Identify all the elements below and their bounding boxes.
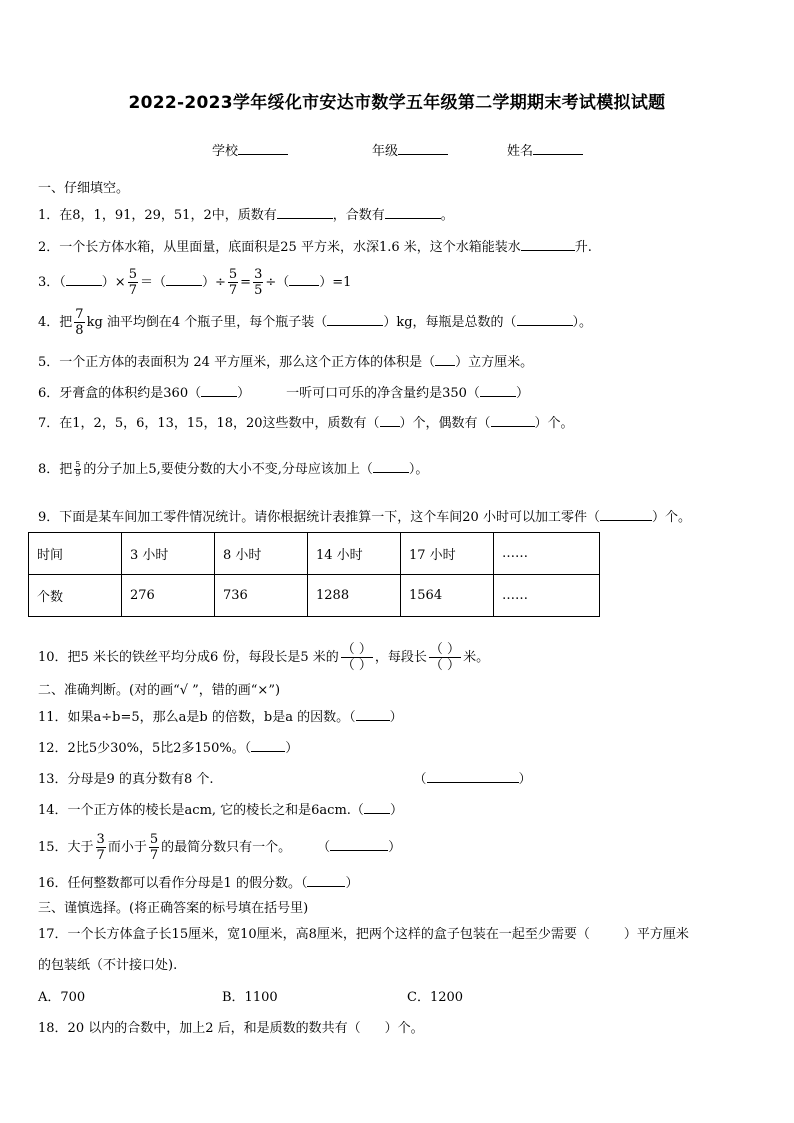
question-3 <box>38 266 351 300</box>
q15-text-d: （ <box>317 840 331 855</box>
q12-text-b: ） <box>285 741 299 756</box>
q16-text-b: ） <box>345 876 359 891</box>
q8-fraction <box>74 461 81 478</box>
q12-blank[interactable] <box>251 739 285 752</box>
q8-blank[interactable] <box>373 460 409 473</box>
q17-option-a[interactable]: A．700 <box>38 990 86 1005</box>
q4-fraction <box>74 307 84 338</box>
question-5 <box>38 353 533 372</box>
grade-blank[interactable] <box>398 142 448 155</box>
q5-blank[interactable] <box>435 353 455 366</box>
table-row <box>29 533 600 575</box>
table-cell: 时间 <box>29 533 122 575</box>
question-6 <box>38 384 529 403</box>
section-2-heading: 二、准确判断。(对的画“√ ”，错的画“×”) <box>38 683 281 698</box>
question-17-continued: 的包装纸（不计接口处). <box>38 958 178 973</box>
q8-text-c: ）。 <box>408 462 429 477</box>
q18-text-a: 18．20 以内的合数中，加上2 后，和是质数的数共有（ <box>38 1021 361 1036</box>
q6-blank-1[interactable] <box>201 384 237 397</box>
q3-fraction-3-num: 3 <box>254 267 263 282</box>
school-field <box>212 140 288 159</box>
table-cell: 14 小时 <box>308 533 401 575</box>
q15-fraction-1-num: 3 <box>96 832 105 847</box>
q10-fraction-1-den: （ ） <box>341 658 372 673</box>
q10-fraction-2 <box>429 642 461 673</box>
q2-blank[interactable] <box>521 238 575 251</box>
q3-fraction-1-den: 7 <box>128 283 137 298</box>
q6-text-a: 6．牙膏盒的体积约是360（ <box>38 386 202 401</box>
q17-text-b: ）平方厘米 <box>623 927 689 942</box>
q4-fraction-den: 8 <box>75 323 84 338</box>
q8-fraction-den: 9 <box>75 469 81 478</box>
q4-blank-2[interactable] <box>517 313 573 326</box>
q9-blank[interactable] <box>600 508 652 521</box>
q4-blank-1[interactable] <box>327 313 383 326</box>
q15-text-e: ） <box>388 840 402 855</box>
q15-fraction-2-den: 7 <box>149 848 159 863</box>
question-15 <box>38 830 401 866</box>
q1-text-c: 。 <box>440 208 454 223</box>
q10-fraction-2-den: （ ） <box>429 658 461 673</box>
table-cell: 736 <box>215 575 308 617</box>
q1-text-a: 1．在8，1，91，29，51，2中，质数有 <box>38 208 277 223</box>
table-cell: 8 小时 <box>215 533 308 575</box>
table-cell: …… <box>494 575 600 617</box>
question-14 <box>38 801 403 820</box>
table-cell: 276 <box>122 575 215 617</box>
question-13 <box>38 770 532 789</box>
q3-blank-2[interactable] <box>166 273 202 286</box>
q3-fraction-2-den: 7 <box>228 283 238 298</box>
q13-text-a: 13．分母是9 的真分数有8 个. <box>38 772 214 787</box>
question-2 <box>38 238 592 257</box>
q17-text-a: 17．一个长方体盒子长15厘米，宽10厘米，高8厘米，把两个这样的盒子包装在一起至少需要（ <box>38 927 590 942</box>
q8-text-b: 的分子加上5,要使分数的大小不变,分母应该加上（ <box>83 462 373 477</box>
q7-blank-2[interactable] <box>491 414 535 427</box>
q3-blank-3[interactable] <box>289 273 319 286</box>
q14-text-b: ） <box>389 803 403 818</box>
name-blank[interactable] <box>533 142 583 155</box>
q14-blank[interactable] <box>364 801 390 814</box>
q3-fraction-2 <box>228 267 238 298</box>
q13-text-b: （ <box>413 772 427 787</box>
q10-fraction-1 <box>341 642 373 673</box>
school-blank[interactable] <box>238 142 288 155</box>
name-field <box>507 140 583 159</box>
q13-blank[interactable] <box>427 770 519 783</box>
q11-text-b: ） <box>389 710 403 725</box>
q17-option-b[interactable]: B．1100 <box>222 990 278 1005</box>
q11-blank[interactable] <box>356 708 390 721</box>
q4-fraction-num: 7 <box>75 307 84 322</box>
section-1-heading: 一、仔细填空。 <box>38 181 130 196</box>
table-cell: 17 小时 <box>401 533 494 575</box>
question-7 <box>38 414 574 433</box>
q16-text-a: 16．任何整数都可以看作分母是1 的假分数。（ <box>38 876 308 891</box>
q15-blank[interactable] <box>330 838 388 851</box>
q10-fraction-1-num: （ ） <box>341 642 372 657</box>
exam-title: 2022-2023学年绥化市安达市数学五年级第二学期期末考试模拟试题 <box>128 93 666 113</box>
section-3-heading: 三、谨慎选择。(将正确答案的标号填在括号里) <box>38 901 309 916</box>
q11-text-a: 11．如果a÷b=5，那么a是b 的倍数，b是a 的因数。（ <box>38 710 356 725</box>
q3-text-c: ＝（ <box>139 275 166 290</box>
q10-fraction-2-num: （ ） <box>429 642 461 657</box>
q6-text-c: 一听可口可乐的净含量约是350（ <box>286 386 480 401</box>
q2-text-b: 升. <box>574 240 592 255</box>
q1-text-b: ，合数有 <box>332 208 385 223</box>
q15-text-c: 的最简分数只有一个。 <box>161 840 292 855</box>
question-16 <box>38 874 358 893</box>
question-18 <box>38 1020 424 1038</box>
q5-text-a: 5．一个正方体的表面积为 24 平方厘米，那么这个正方体的体积是（ <box>38 355 436 370</box>
q9-text-end: ）个。 <box>651 510 691 525</box>
question-11 <box>38 708 403 727</box>
q15-text-b: 而小于 <box>107 840 147 855</box>
q15-fraction-1-den: 7 <box>96 848 105 863</box>
q3-text-f: ÷（ <box>265 275 290 290</box>
name-label: 姓名 <box>507 144 534 159</box>
q3-text-g: ）=1 <box>319 275 352 290</box>
q10-text-b: ，每段长 <box>374 650 427 665</box>
q18-text-b: ）个。 <box>384 1021 424 1036</box>
q14-text-a: 14．一个正方体的棱长是acm, 它的棱长之和是6acm.（ <box>38 803 364 818</box>
grade-field <box>372 140 448 159</box>
q5-text-b: ）立方厘米。 <box>455 355 534 370</box>
q9-text: 9．下面是某车间加工零件情况统计。请你根据统计表推算一下，这个车间20 小时可以加工零件（ <box>38 510 600 525</box>
q3-text-b: ）× <box>101 275 126 290</box>
table-cell: 1288 <box>308 575 401 617</box>
q7-text-a: 7．在1，2，5，6，13，15，18，20这些数中，质数有（ <box>38 416 380 431</box>
question-10 <box>38 640 489 676</box>
table-cell: …… <box>494 533 600 575</box>
q6-text-b: ） <box>237 386 251 401</box>
q3-fraction-1 <box>128 267 138 298</box>
grade-label: 年级 <box>372 144 399 159</box>
q4-text-a: 4．把 <box>38 315 73 330</box>
table-cell: 3 小时 <box>122 533 215 575</box>
q4-text-c: ）kg，每瓶是总数的（ <box>383 315 517 330</box>
q8-text-a: 8．把 <box>38 462 73 477</box>
q3-fraction-1-num: 5 <box>128 267 137 282</box>
question-12 <box>38 739 298 758</box>
q7-text-c: ）个。 <box>534 416 574 431</box>
table-cell: 个数 <box>29 575 122 617</box>
q7-blank-1[interactable] <box>380 414 400 427</box>
q3-text-e: = <box>240 275 252 290</box>
q12-text-a: 12．2比5少30%，5比2多150%。（ <box>38 741 252 756</box>
q15-fraction-2-num: 5 <box>149 832 159 847</box>
q17-option-c[interactable]: C．1200 <box>407 990 464 1005</box>
question-4 <box>38 306 592 340</box>
q10-text-a: 10．把5 米长的铁丝平均分成6 份，每段长是5 米的 <box>38 650 339 665</box>
table-row <box>29 575 600 617</box>
school-label: 学校 <box>212 144 239 159</box>
q1-blank-2[interactable] <box>385 206 441 219</box>
q8-fraction-num: 5 <box>75 460 81 469</box>
q10-text-c: 米。 <box>463 650 490 665</box>
question-17 <box>38 926 689 944</box>
q3-text-d: ）÷ <box>201 275 226 290</box>
q3-text-a: 3．（ <box>38 275 66 290</box>
q15-fraction-1 <box>96 832 106 863</box>
q3-blank-1[interactable] <box>66 273 102 286</box>
q3-fraction-2-num: 5 <box>228 267 238 282</box>
q15-text-a: 15．大于 <box>38 840 94 855</box>
question-9 <box>38 508 691 527</box>
q3-fraction-3-den: 5 <box>254 283 263 298</box>
q16-blank[interactable] <box>307 874 345 887</box>
q4-text-d: ）。 <box>572 315 593 330</box>
table-cell: 1564 <box>401 575 494 617</box>
production-table <box>28 532 600 617</box>
q7-text-b: ）个，偶数有（ <box>399 416 491 431</box>
q6-blank-2[interactable] <box>480 384 516 397</box>
q2-text-a: 2．一个长方体水箱，从里面量，底面积是25 平方米，水深1.6 米，这个水箱能装水 <box>38 240 521 255</box>
question-8 <box>38 460 428 479</box>
q15-fraction-2 <box>149 832 159 863</box>
q3-fraction-3 <box>253 267 263 298</box>
q13-text-c: ） <box>518 772 532 787</box>
q1-blank-1[interactable] <box>277 206 333 219</box>
q4-text-b: kg 油平均倒在4 个瓶子里，每个瓶子装（ <box>86 315 328 330</box>
question-1 <box>38 206 454 225</box>
q6-text-d: ） <box>515 386 529 401</box>
